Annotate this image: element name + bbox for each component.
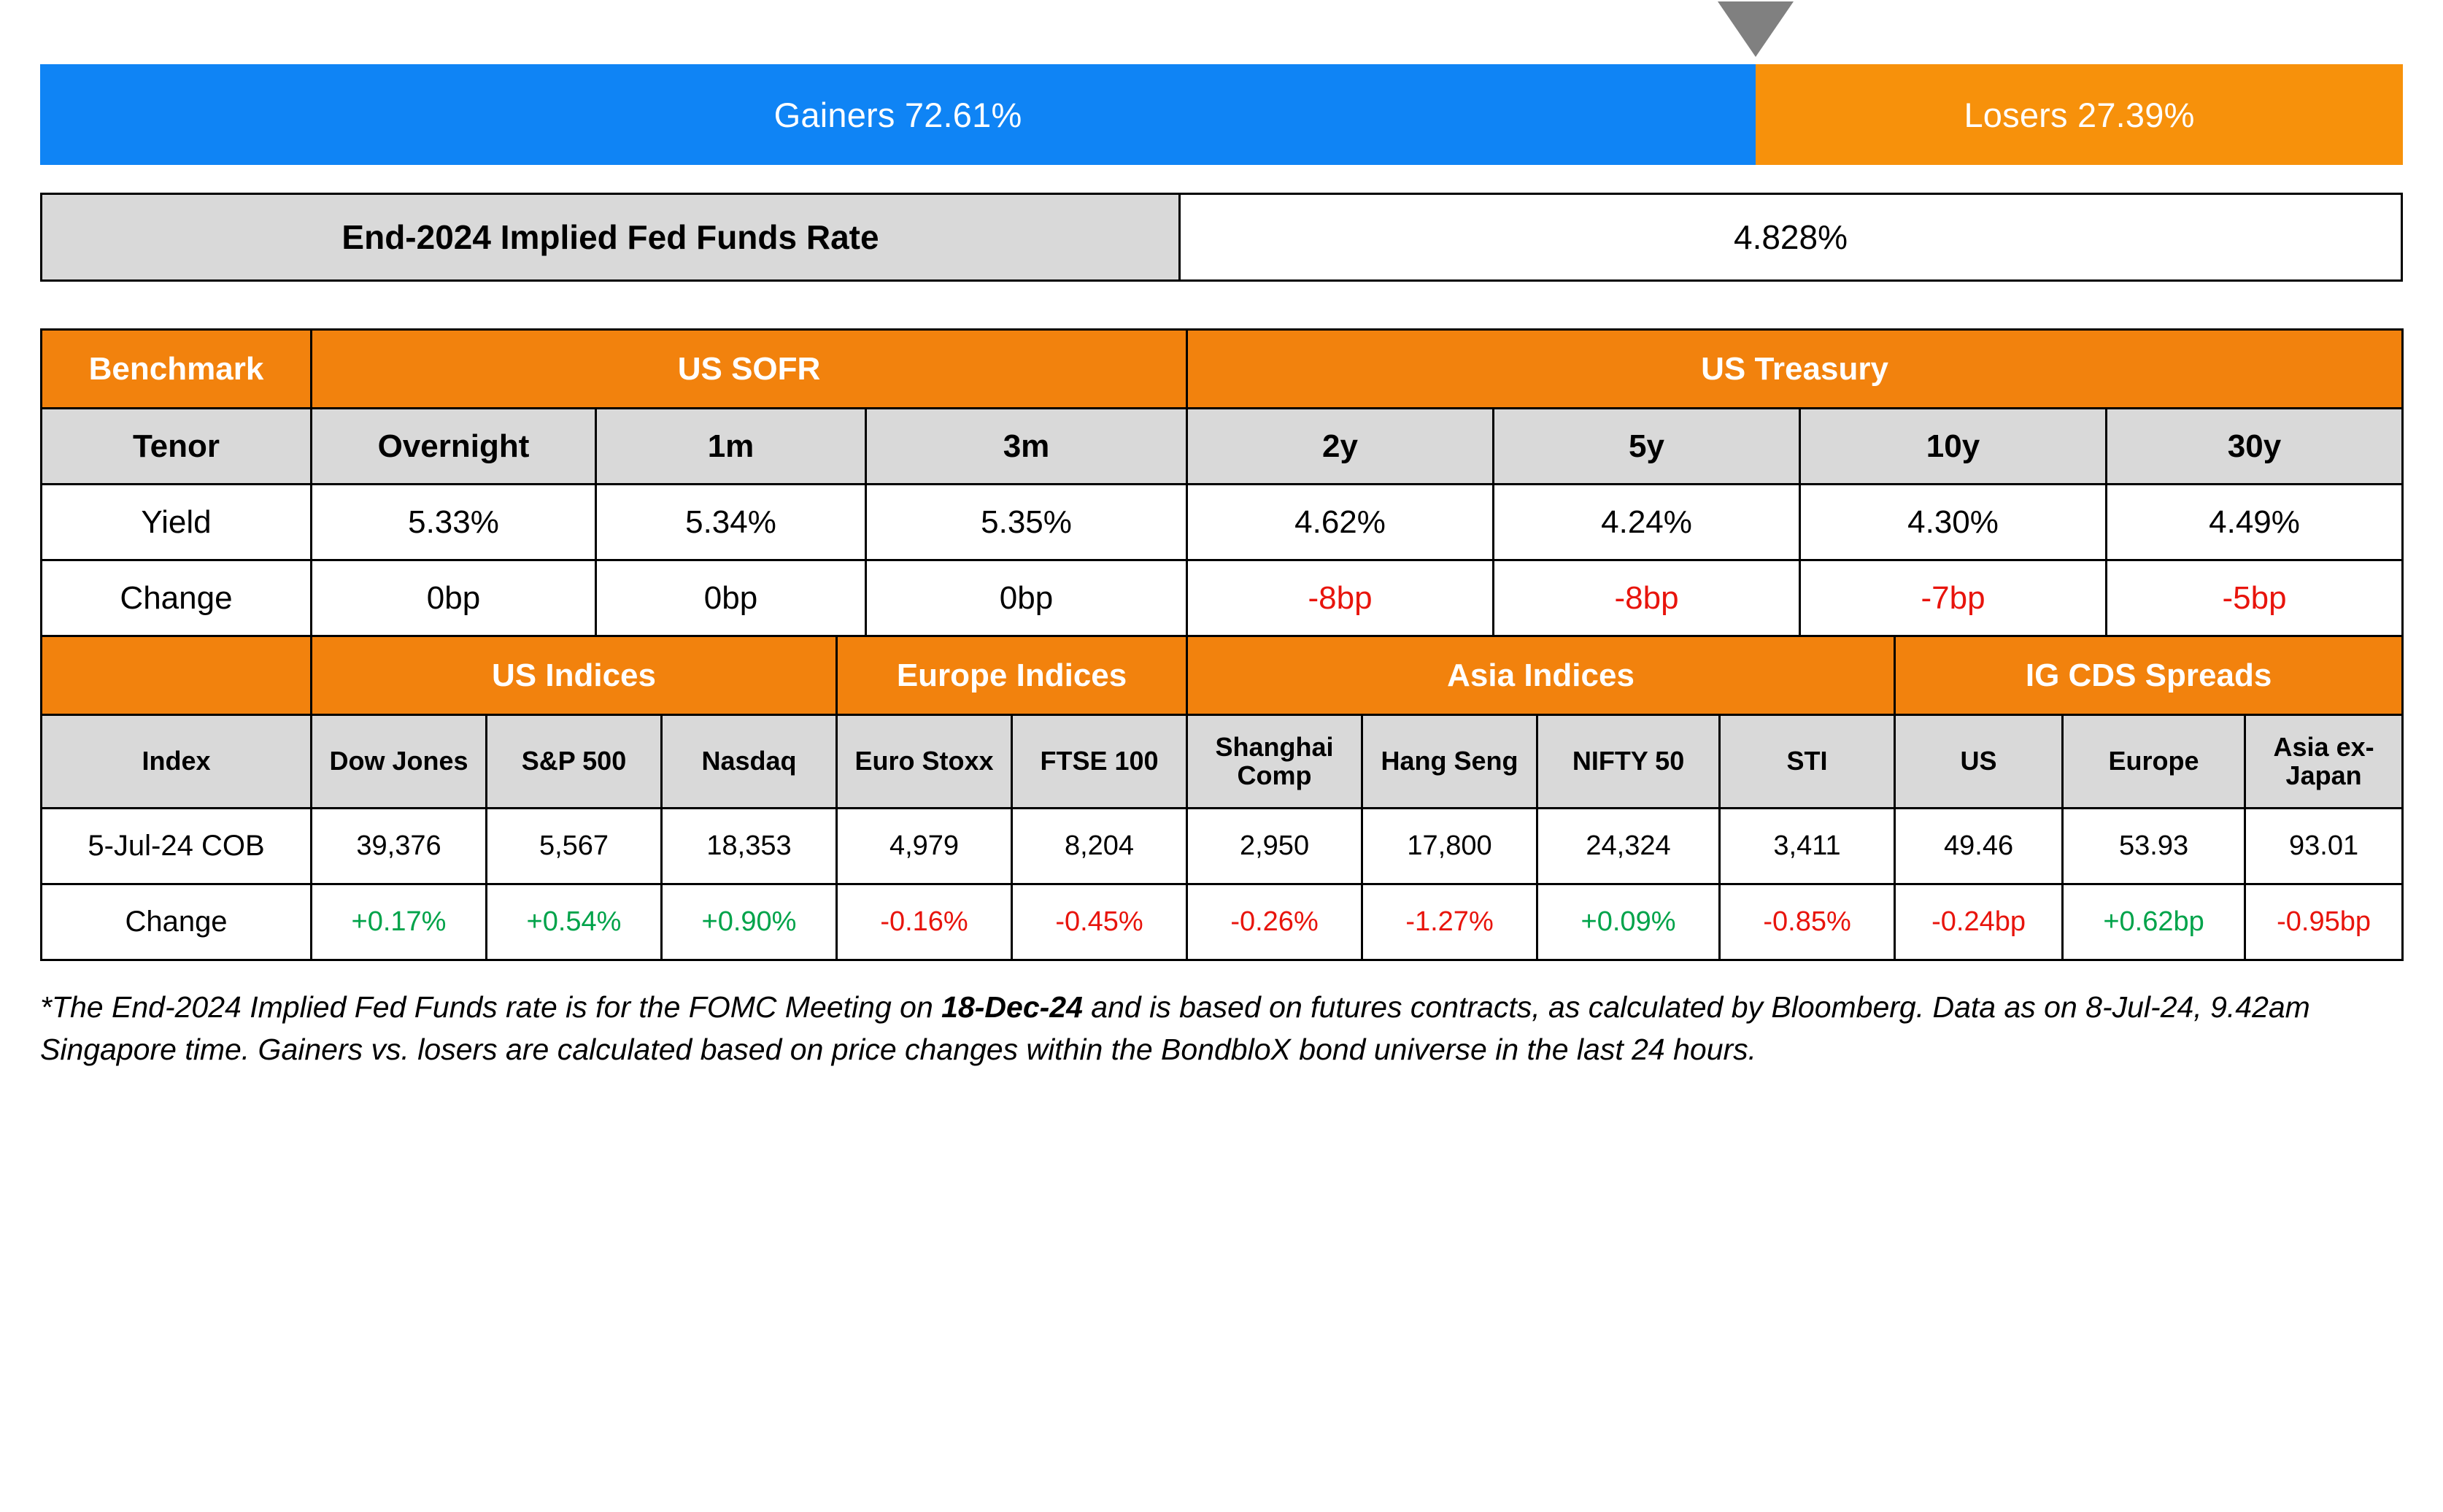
- indices-group-2: Asia Indices: [1187, 636, 1895, 715]
- yield-row: [42, 485, 2403, 560]
- tenor-header-0: Overnight: [312, 409, 596, 485]
- index-column-0: Dow Jones: [312, 715, 487, 809]
- index-row-header: Index: [42, 715, 312, 809]
- indices-value-label: 5-Jul-24 COB: [42, 809, 312, 884]
- tenor-row: [42, 409, 2403, 485]
- gainers-losers-bar: [40, 64, 2403, 165]
- index-change-3: -0.16%: [837, 884, 1012, 960]
- index-value-10: 53.93: [2063, 809, 2245, 884]
- footnote-part2: and is based on futures contracts, as calculated by Bloomberg. Data as on 8-Jul-24, 9.42am Singapore time. Gainers vs. losers are calculated based on price changes within the BondbloX bond universe in the last 24 hours.: [40, 990, 2310, 1067]
- index-column-4: FTSE 100: [1012, 715, 1187, 809]
- losers-segment: Losers 27.39%: [1756, 64, 2403, 165]
- index-change-10: +0.62bp: [2063, 884, 2245, 960]
- gainers-losers-pointer-icon: [1718, 1, 1794, 57]
- index-value-7: 24,324: [1537, 809, 1720, 884]
- market-summary-page: [0, 64, 2443, 1512]
- yield-value-2: 5.35%: [866, 485, 1187, 560]
- index-column-3: Euro Stoxx: [837, 715, 1012, 809]
- benchmark-group-row: [42, 330, 2403, 409]
- index-change-8: -0.85%: [1720, 884, 1895, 960]
- index-column-11: Asia ex-Japan: [2245, 715, 2403, 809]
- index-value-3: 4,979: [837, 809, 1012, 884]
- tenor-header-6: 30y: [2107, 409, 2403, 485]
- index-column-1: S&P 500: [487, 715, 662, 809]
- indices-column-row: [42, 715, 2403, 809]
- indices-table: [40, 635, 2404, 961]
- index-value-6: 17,800: [1362, 809, 1537, 884]
- index-change-6: -1.27%: [1362, 884, 1537, 960]
- yield-value-4: 4.24%: [1494, 485, 1800, 560]
- benchmark-change-value-3: -8bp: [1187, 560, 1494, 636]
- benchmark-change-value-4: -8bp: [1494, 560, 1800, 636]
- index-column-5: Shanghai Comp: [1187, 715, 1362, 809]
- index-value-5: 2,950: [1187, 809, 1362, 884]
- index-change-1: +0.54%: [487, 884, 662, 960]
- benchmark-change-row: [42, 560, 2403, 636]
- tenor-label: Tenor: [42, 409, 312, 485]
- yield-value-3: 4.62%: [1187, 485, 1494, 560]
- indices-corner-cell: [42, 636, 312, 715]
- indices-group-row: [42, 636, 2403, 715]
- index-value-8: 3,411: [1720, 809, 1895, 884]
- index-column-7: NIFTY 50: [1537, 715, 1720, 809]
- tenor-header-2: 3m: [866, 409, 1187, 485]
- index-change-4: -0.45%: [1012, 884, 1187, 960]
- index-change-2: +0.90%: [662, 884, 837, 960]
- index-value-4: 8,204: [1012, 809, 1187, 884]
- footnote: [40, 986, 2361, 1071]
- yield-value-1: 5.34%: [596, 485, 866, 560]
- index-change-9: -0.24bp: [1895, 884, 2063, 960]
- benchmark-row-header: Benchmark: [42, 330, 312, 409]
- benchmark-change-value-5: -7bp: [1800, 560, 2107, 636]
- index-change-5: -0.26%: [1187, 884, 1362, 960]
- index-change-7: +0.09%: [1537, 884, 1720, 960]
- index-column-2: Nasdaq: [662, 715, 837, 809]
- benchmark-change-value-6: -5bp: [2107, 560, 2403, 636]
- indices-group-1: Europe Indices: [837, 636, 1187, 715]
- yield-value-0: 5.33%: [312, 485, 596, 560]
- indices-value-row: [42, 809, 2403, 884]
- implied-fed-funds-row: [40, 193, 2403, 282]
- index-column-8: STI: [1720, 715, 1895, 809]
- indices-change-row: [42, 884, 2403, 960]
- tenor-header-4: 5y: [1494, 409, 1800, 485]
- yield-value-5: 4.30%: [1800, 485, 2107, 560]
- benchmark-change-label: Change: [42, 560, 312, 636]
- tenor-header-1: 1m: [596, 409, 866, 485]
- indices-group-3: IG CDS Spreads: [1895, 636, 2403, 715]
- index-value-2: 18,353: [662, 809, 837, 884]
- index-value-9: 49.46: [1895, 809, 2063, 884]
- benchmark-group-1: US Treasury: [1187, 330, 2403, 409]
- footnote-date: 18-Dec-24: [941, 990, 1083, 1024]
- index-column-6: Hang Seng: [1362, 715, 1537, 809]
- gainers-segment: Gainers 72.61%: [40, 64, 1756, 165]
- index-value-0: 39,376: [312, 809, 487, 884]
- benchmark-change-value-0: 0bp: [312, 560, 596, 636]
- index-column-9: US: [1895, 715, 2063, 809]
- footnote-part1: *The End-2024 Implied Fed Funds rate is for the FOMC Meeting on: [40, 990, 942, 1024]
- indices-change-label: Change: [42, 884, 312, 960]
- tenor-header-3: 2y: [1187, 409, 1494, 485]
- yield-label: Yield: [42, 485, 312, 560]
- tenor-header-5: 10y: [1800, 409, 2107, 485]
- gainers-losers-track: [40, 64, 2403, 165]
- index-value-1: 5,567: [487, 809, 662, 884]
- index-change-11: -0.95bp: [2245, 884, 2403, 960]
- benchmark-group-0: US SOFR: [312, 330, 1187, 409]
- benchmark-table: [40, 328, 2404, 637]
- benchmark-change-value-1: 0bp: [596, 560, 866, 636]
- implied-fed-funds-label: End-2024 Implied Fed Funds Rate: [42, 195, 1181, 279]
- benchmark-change-value-2: 0bp: [866, 560, 1187, 636]
- index-value-11: 93.01: [2245, 809, 2403, 884]
- yield-value-6: 4.49%: [2107, 485, 2403, 560]
- index-column-10: Europe: [2063, 715, 2245, 809]
- indices-group-0: US Indices: [312, 636, 837, 715]
- implied-fed-funds-value: 4.828%: [1181, 195, 2401, 279]
- index-change-0: +0.17%: [312, 884, 487, 960]
